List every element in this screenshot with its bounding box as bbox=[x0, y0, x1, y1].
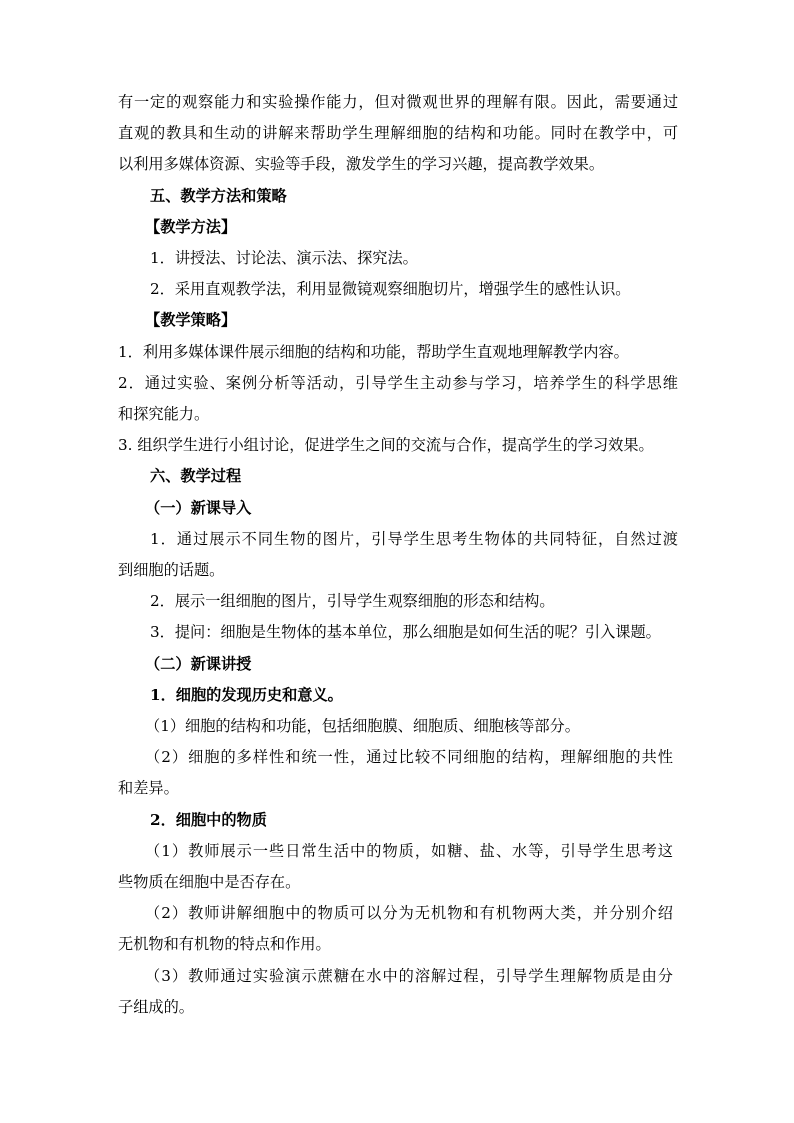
section-heading: （一）新课导入 bbox=[145, 499, 252, 517]
paragraph-line: 些物质在细胞中是否存在。 bbox=[118, 873, 301, 891]
section-heading: （二）新课讲授 bbox=[145, 655, 252, 673]
section-heading: 【教学方法】 bbox=[145, 218, 237, 236]
paragraph-line: （2）教师讲解细胞中的物质可以分为无机物和有机物两大类，并分别介绍 bbox=[145, 904, 673, 922]
paragraph-line: 子组成的。 bbox=[118, 998, 194, 1016]
paragraph-line: （1）教师展示一些日常生活中的物质，如糖、盐、水等，引导学生思考这 bbox=[145, 842, 673, 860]
paragraph-line: 2．采用直观教学法，利用显微镜观察细胞切片，增强学生的感性认识。 bbox=[150, 280, 631, 298]
paragraph-line: 和探究能力。 bbox=[118, 405, 210, 423]
paragraph-line: （3）教师通过实验演示蔗糖在水中的溶解过程，引导学生理解物质是由分 bbox=[145, 967, 673, 985]
section-heading: 1．细胞的发现历史和意义。 bbox=[150, 686, 343, 704]
paragraph-line: 1．讲授法、讨论法、演示法、探究法。 bbox=[150, 249, 418, 267]
paragraph-line: 1．通过展示不同生物的图片，引导学生思考生物体的共同特征，自然过渡 bbox=[150, 530, 678, 548]
paragraph-line: 2．展示一组细胞的图片，引导学生观察细胞的形态和结构。 bbox=[150, 592, 555, 610]
section-heading: 2．细胞中的物质 bbox=[150, 811, 267, 829]
paragraph-line: 和差异。 bbox=[118, 779, 179, 797]
paragraph-line: 到细胞的话题。 bbox=[118, 561, 225, 579]
paragraph-line: 3. 组织学生进行小组讨论，促进学生之间的交流与合作，提高学生的学习效果。 bbox=[118, 436, 654, 454]
paragraph-line: 无机物和有机物的特点和作用。 bbox=[118, 935, 331, 953]
paragraph-line: 2．通过实验、案例分析等活动，引导学生主动参与学习，培养学生的科学思维 bbox=[118, 374, 678, 392]
paragraph-line: 有一定的观察能力和实验操作能力，但对微观世界的理解有限。因此，需要通过 bbox=[118, 93, 678, 111]
paragraph-line: 1．利用多媒体课件展示细胞的结构和功能，帮助学生直观地理解教学内容。 bbox=[118, 343, 629, 361]
section-heading: 【教学策略】 bbox=[145, 311, 237, 329]
paragraph-line: （1）细胞的结构和功能，包括细胞膜、细胞质、细胞核等部分。 bbox=[145, 717, 580, 735]
paragraph-line: 3．提问：细胞是生物体的基本单位，那么细胞是如何生活的呢？引入课题。 bbox=[150, 623, 661, 641]
paragraph-line: 以利用多媒体资源、实验等手段，激发学生的学习兴趣，提高教学效果。 bbox=[118, 155, 604, 173]
section-heading: 五、教学方法和策略 bbox=[150, 187, 287, 205]
section-heading: 六、教学过程 bbox=[150, 467, 242, 485]
paragraph-line: 直观的教具和生动的讲解来帮助学生理解细胞的结构和功能。同时在教学中，可 bbox=[118, 124, 678, 142]
paragraph-line: （2）细胞的多样性和统一性，通过比较不同细胞的结构，理解细胞的共性 bbox=[145, 748, 673, 766]
